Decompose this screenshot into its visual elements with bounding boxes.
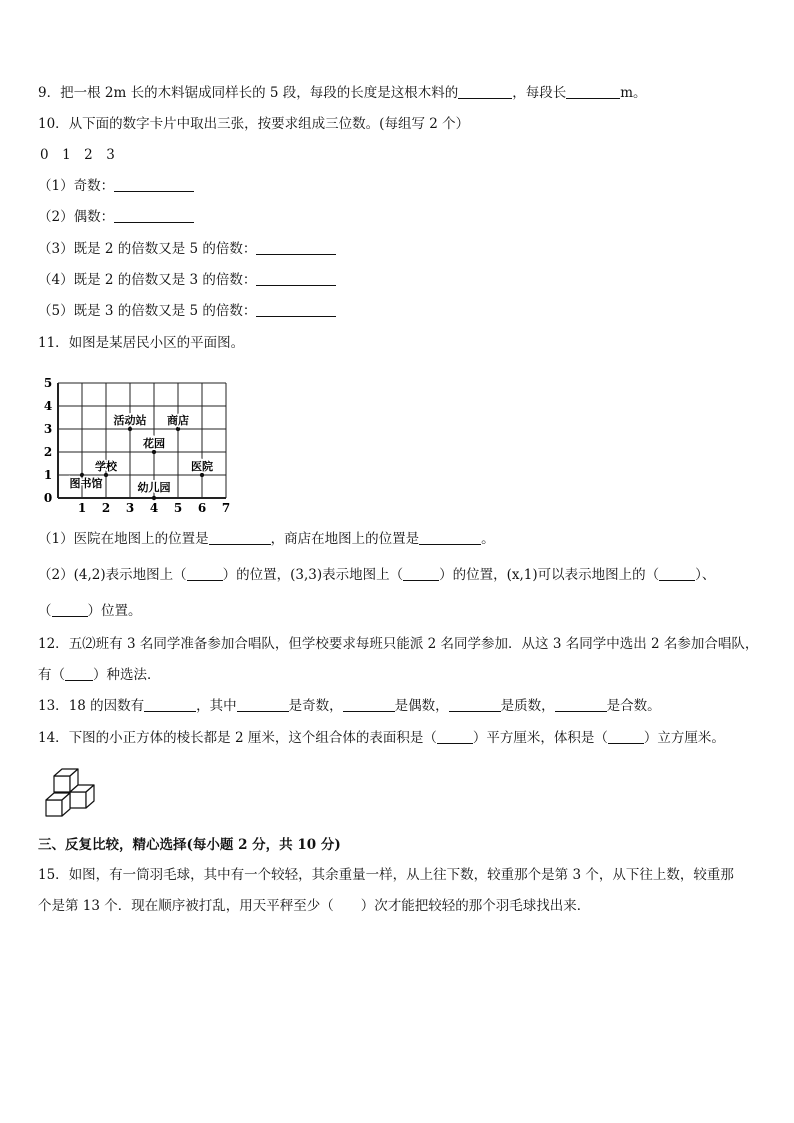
answer-blank[interactable] (114, 177, 194, 192)
x-tick-label: 7 (221, 501, 231, 515)
x-tick-label: 1 (77, 501, 87, 515)
sub-item-label: （4）既是 2 的倍数又是 3 的倍数： (38, 272, 257, 288)
question-text: ）立方厘米。 (643, 730, 725, 746)
question-text: ，商店在地图上的位置是 (270, 531, 420, 547)
y-tick-label: 5 (43, 376, 53, 390)
answer-blank[interactable] (256, 240, 336, 255)
question-text: 是合数。 (606, 698, 661, 714)
question-10 (38, 115, 469, 133)
question-text: 如图，有一筒羽毛球，其中有一个较轻，其余重量一样，从上往下数，较重那个是第 3 个，从下往上数，较重那 (68, 867, 734, 883)
place-label: 学校 (95, 460, 117, 473)
sub-item-label: （3）既是 2 的倍数又是 5 的倍数： (38, 241, 257, 257)
question-text: 表示地图上（ (105, 567, 187, 583)
question-number: 9． (38, 85, 61, 101)
x-axis-ticks (78, 501, 230, 515)
answer-blank[interactable] (403, 566, 439, 581)
coordinate-pair: (3,3) (290, 567, 323, 583)
question-text: 把一根 2m 长的木料锯成同样长的 5 段，每段的长度是这根木料的 (60, 85, 459, 101)
place-label: 商店 (167, 414, 189, 427)
question-11-sub-1 (38, 530, 495, 548)
question-text: 。 (481, 531, 495, 547)
question-text: 有（ (38, 667, 65, 683)
map-places (70, 413, 214, 500)
question-text: ）的位置， (439, 567, 507, 583)
sub-item-odd (38, 177, 194, 195)
answer-blank[interactable] (458, 84, 512, 99)
y-tick-label: 1 (43, 468, 53, 482)
place-label: 活动站 (113, 414, 147, 427)
question-text: 如图是某居民小区的平面图。 (68, 335, 245, 351)
answer-blank[interactable] (437, 729, 473, 744)
place-point (104, 473, 108, 477)
question-text: 表示地图上（ (322, 567, 404, 583)
question-12 (38, 635, 758, 653)
question-9 (38, 84, 647, 102)
cube-assembly-figure (38, 766, 98, 818)
answer-blank[interactable] (566, 84, 620, 99)
place-label: 图书馆 (69, 477, 103, 490)
place-point (200, 473, 204, 477)
question-11 (38, 334, 244, 352)
sub-item-even (38, 208, 194, 226)
place-label: 医院 (191, 460, 213, 473)
question-15-cont: 个是第 13 个．现在顺序被打乱，用天平秤至少（ ）次才能把较轻的那个羽毛球找出来． (38, 898, 591, 914)
question-11-sub-2-cont (38, 602, 142, 620)
question-text: ）、 (695, 567, 716, 583)
x-tick-label: 2 (101, 501, 111, 515)
y-tick-label: 0 (43, 491, 53, 505)
question-text: 可以表示地图上的（ (537, 567, 660, 583)
section-title: 三、反复比较，精心选择(每小题 2 分，共 10 分) (38, 837, 341, 853)
answer-blank[interactable] (114, 208, 194, 223)
answer-blank[interactable] (555, 697, 607, 712)
question-number: 14． (38, 730, 69, 746)
coordinate-pair: (4,2) (73, 567, 106, 583)
y-axis-ticks (44, 376, 52, 505)
answer-blank[interactable] (209, 530, 271, 545)
place-label: 幼儿园 (137, 481, 171, 494)
question-text: 五⑵班有 3 名同学准备参加合唱队，但学校要求每班只能派 2 名同学参加．从这 3 名同学中选出 2 名参加合唱队， (68, 636, 759, 652)
question-text: ，其中 (196, 698, 237, 714)
question-text: ）平方厘米，体积是（ (472, 730, 608, 746)
place-point (152, 496, 156, 500)
answer-blank[interactable] (449, 697, 501, 712)
question-text: 是偶数， (394, 698, 449, 714)
question-text: （1）医院在地图上的位置是 (38, 531, 209, 547)
sub-item-multiple-2-5 (38, 240, 336, 258)
question-number: 10． (38, 116, 69, 132)
answer-blank[interactable] (52, 602, 88, 617)
question-number: 13． (38, 698, 69, 714)
answer-blank[interactable] (419, 530, 481, 545)
y-tick-label: 3 (43, 422, 53, 436)
x-tick-label: 4 (149, 501, 159, 515)
question-text: 18 的因数有 (68, 698, 145, 714)
question-text: ，每段长 (512, 85, 567, 101)
answer-blank[interactable] (187, 566, 223, 581)
place-label: 花园 (143, 437, 165, 450)
number-cards: 0 1 2 3 (40, 147, 115, 163)
question-text: m。 (620, 85, 647, 101)
question-15 (38, 866, 734, 884)
sub-item-label: （2）偶数： (38, 209, 115, 225)
answer-blank[interactable] (659, 566, 695, 581)
question-number: 12． (38, 636, 69, 652)
answer-blank[interactable] (237, 697, 289, 712)
question-text: 是奇数， (288, 698, 343, 714)
answer-blank[interactable] (256, 302, 336, 317)
place-point (176, 427, 180, 431)
y-tick-label: 2 (43, 445, 53, 459)
question-text: 下图的小正方体的棱长都是 2 厘米，这个组合体的表面积是（ (68, 730, 437, 746)
question-text: （ (38, 603, 52, 619)
x-tick-label: 5 (173, 501, 183, 515)
answer-blank[interactable] (256, 271, 336, 286)
answer-blank[interactable] (144, 697, 196, 712)
question-text: ）种选法． (93, 667, 161, 683)
x-tick-label: 3 (125, 501, 135, 515)
question-11-sub-2 (38, 566, 715, 584)
answer-blank[interactable] (343, 697, 395, 712)
question-text: 从下面的数字卡片中取出三张，按要求组成三位数。(每组写 2 个） (68, 116, 470, 132)
question-12-cont (38, 666, 161, 684)
question-text: （2） (38, 567, 74, 583)
place-point (152, 450, 156, 454)
coordinate-pair: (x,1) (506, 567, 538, 583)
question-text: 是质数， (500, 698, 555, 714)
sub-item-multiple-2-3 (38, 271, 336, 289)
question-13 (38, 697, 661, 715)
sub-item-label: （5）既是 3 的倍数又是 5 的倍数： (38, 303, 257, 319)
question-14 (38, 729, 725, 747)
question-text: ）的位置， (222, 567, 291, 583)
question-text: ）位置。 (87, 603, 142, 619)
x-tick-label: 6 (197, 501, 207, 515)
residential-map (36, 368, 236, 516)
question-number: 15． (38, 867, 69, 883)
sub-item-label: （1）奇数： (38, 178, 115, 194)
sub-item-multiple-3-5 (38, 302, 336, 320)
question-number: 11． (38, 335, 69, 351)
place-point (128, 427, 132, 431)
answer-blank[interactable] (608, 729, 644, 744)
answer-blank[interactable] (65, 666, 93, 681)
y-tick-label: 4 (43, 399, 53, 413)
